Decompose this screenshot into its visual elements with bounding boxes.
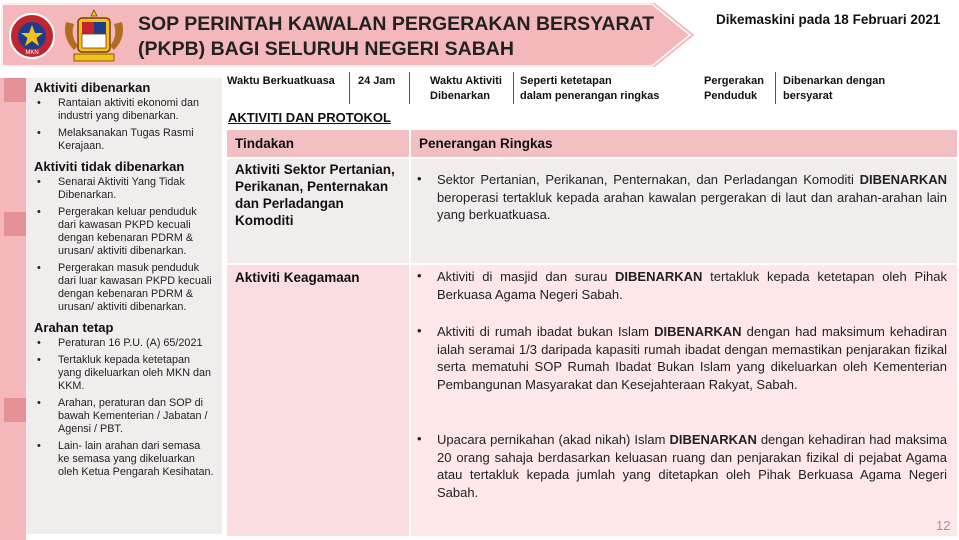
protocol-table — [227, 130, 957, 536]
penerangan-paragraph: Aktiviti di rumah ibadat bukan Islam DIBENARKAN dengan had maksimum kehadiran ialah seramai 1/3 daripada kapasiti rumah ibadat dengan memastikan penjarakan fizikal serta mematuhi SOP Rumah Ibadat Bukan Islam yang dikeluarkan oleh Kementerian Pembangunan Masyarakat dan Kesejahteraan Rakyat, Sabah. — [437, 324, 947, 392]
penerangan-cell — [411, 159, 957, 263]
waktu-aktiviti-label-line: Dibenarkan — [430, 90, 490, 102]
bullet-icon: • — [417, 268, 422, 283]
section-heading: Arahan tetap — [34, 320, 114, 335]
header-banner — [0, 2, 700, 68]
list-item: • Rantaian aktiviti ekonomi dan industri yang dibenarkan. — [34, 97, 214, 123]
waktu-berkuatkuasa-value: 24 Jam — [358, 75, 396, 87]
list-item: • Senarai Aktiviti Yang Tidak Dibenarkan. — [34, 176, 214, 202]
bullet-icon: • — [417, 171, 422, 186]
svg-text:MKN: MKN — [25, 50, 39, 56]
waktu-berkuatkuasa-label: Waktu Berkuatkuasa — [227, 75, 335, 87]
waktu-aktiviti-value-line: dalam penerangan ringkas — [520, 90, 660, 102]
title-line-2: (PKPB) BAGI SELURUH NEGERI SABAH — [138, 38, 514, 60]
header-divider — [409, 130, 411, 157]
left-panel — [26, 78, 222, 534]
updated-date: Dikemaskini pada 18 Februari 2021 — [716, 12, 941, 27]
list-item: • Lain- lain arahan dari semasa ke semasa yang dikeluarkan oleh Ketua Pengarah Kesihatan. — [34, 440, 214, 479]
penerangan-paragraph: Upacara pernikahan (akad nikah) Islam DIBENARKAN dengan kehadiran had maksima 20 orang sahaja berdasarkan keluasan ruang dan penjarakan fizikal di pejabat Agama atau tertakluk kepada jumlah yang ditetapkan oleh Pihak Berkuasa Agama Negeri Sabah. — [437, 432, 947, 500]
penerangan-paragraph: Sektor Pertanian, Perikanan, Penternakan, dan Perladangan Komoditi DIBENARKAN beroperasi tertakluk kepada arahan kawalan pergerakan di laut dan arahan-arahan lain yang berkuatkuasa. — [437, 172, 947, 222]
section-heading: Aktiviti tidak dibenarkan — [34, 159, 185, 174]
pergerakan-label-line: Penduduk — [704, 90, 758, 102]
pergerakan-value-line: bersyarat — [783, 90, 833, 102]
info-divider — [513, 72, 514, 104]
title-line-1: SOP PERINTAH KAWALAN PERGERAKAN BERSYARAT — [138, 13, 655, 35]
page-title — [138, 12, 654, 62]
tindakan-text: Aktiviti Keagamaan — [235, 270, 360, 285]
page-number: 12 — [936, 518, 951, 533]
section-heading: Aktiviti dibenarkan — [34, 80, 151, 95]
left-accent-bar — [0, 78, 26, 540]
pergerakan-label-line: Pergerakan — [704, 75, 764, 87]
waktu-aktiviti-value — [520, 74, 659, 104]
pergerakan-label — [704, 74, 764, 104]
section-list — [34, 97, 214, 153]
list-item: • Pergerakan keluar penduduk dari kawasan PKPD kecuali dengan kebenaran PDRM & urusan/ aktiviti dibenarkan. — [34, 206, 214, 258]
table-row — [227, 159, 957, 263]
table-row — [227, 265, 957, 536]
tindakan-cell — [227, 159, 409, 263]
bullet-icon: • — [417, 431, 422, 446]
info-divider — [775, 72, 776, 104]
penerangan-paragraph: Aktiviti di masjid dan surau DIBENARKAN tertakluk kepada ketetapan oleh Pihak Berkuasa Agama Negeri Sabah. — [437, 269, 948, 302]
list-item: • Tertakluk kepada ketetapan yang dikeluarkan oleh MKN dan KKM. — [34, 354, 214, 393]
header-tindakan: Tindakan — [235, 136, 295, 151]
info-divider — [349, 72, 350, 104]
waktu-aktiviti-label — [430, 74, 502, 104]
list-item: • Pergerakan masuk penduduk dari luar kawasan PKPD kecuali dengan kebenaran PDRM & urusan/ aktiviti dibenarkan. — [34, 262, 214, 314]
accent-notch — [4, 212, 26, 236]
header-penerangan: Penerangan Ringkas — [419, 136, 553, 151]
sabah-crest-logo — [60, 8, 128, 64]
tindakan-text: Aktiviti Sektor Pertanian, Perikanan, Penternakan dan Perladangan Komoditi — [235, 162, 395, 228]
info-divider — [409, 72, 410, 104]
penerangan-cell — [411, 265, 957, 536]
accent-notch — [4, 398, 26, 422]
section-list — [34, 176, 214, 314]
section-title: AKTIVITI DAN PROTOKOL — [228, 110, 391, 125]
table-header — [227, 130, 957, 157]
bullet-icon: • — [417, 323, 422, 338]
tindakan-cell — [227, 265, 409, 536]
section-list — [34, 337, 214, 479]
list-item: • Arahan, peraturan dan SOP di bawah Kementerian / Jabatan / Agensi / PBT. — [34, 397, 214, 436]
waktu-aktiviti-value-line: Seperti ketetapan — [520, 75, 612, 87]
waktu-aktiviti-label-line: Waktu Aktiviti — [430, 75, 502, 87]
pergerakan-value — [783, 74, 885, 104]
list-item: • Melaksanakan Tugas Rasmi Kerajaan. — [34, 127, 214, 153]
list-item: • Peraturan 16 P.U. (A) 65/2021 — [34, 337, 214, 350]
pergerakan-value-line: Dibenarkan dengan — [783, 75, 886, 87]
mkn-logo — [8, 10, 56, 62]
accent-notch — [4, 78, 26, 102]
